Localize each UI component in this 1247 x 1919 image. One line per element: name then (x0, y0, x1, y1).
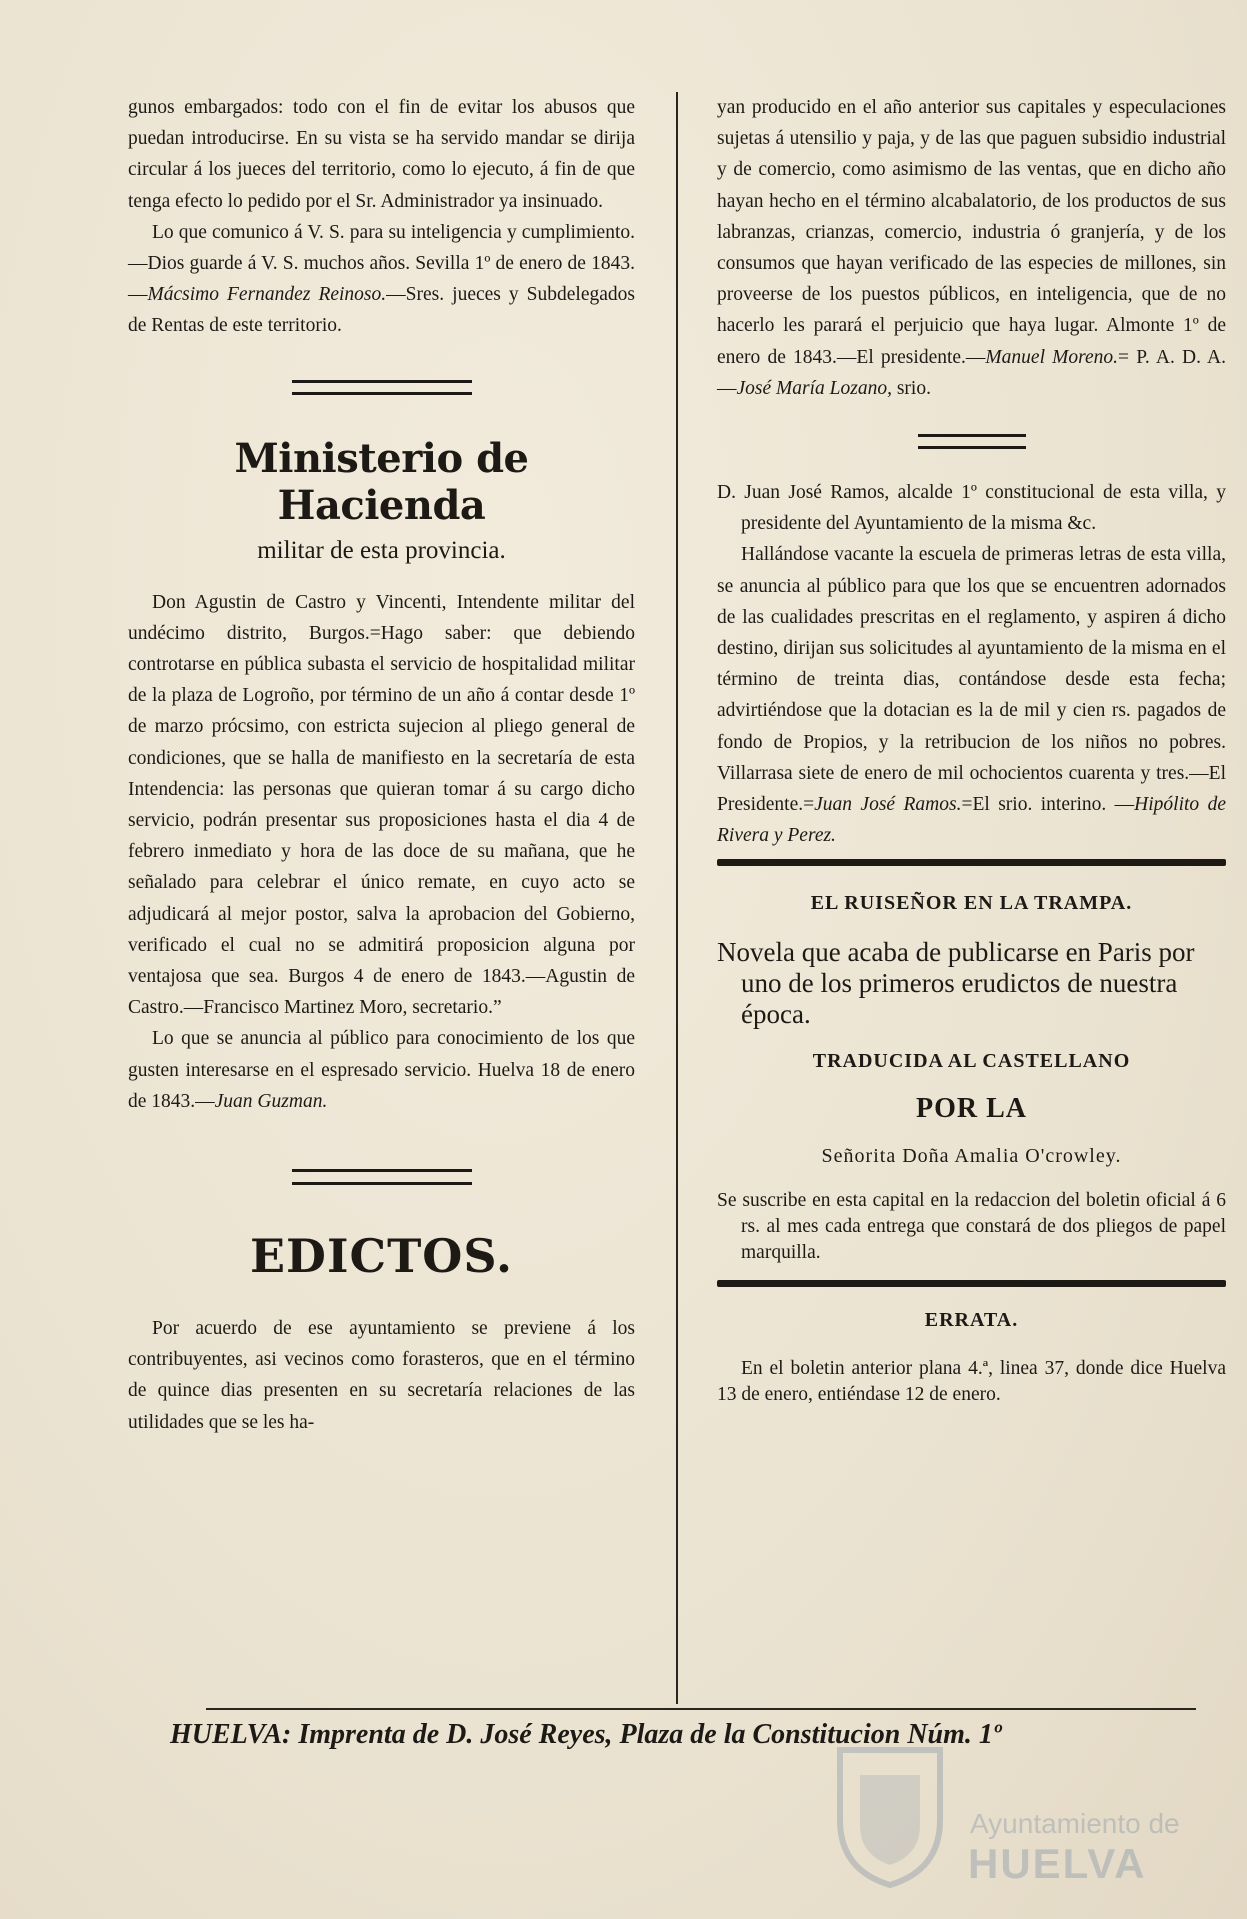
ayuntamiento-watermark (830, 1740, 1190, 1890)
left-paragraph-4-text: Lo que se anuncia al público para conocimiento de los que gusten interesarse en el espresado servicio. Huelva 18 de enero de 1843.— (128, 1028, 635, 1112)
watermark-line-1: Ayuntamiento de (970, 1808, 1180, 1839)
shield-icon (830, 1740, 950, 1890)
right-paragraph-2-heading: D. Juan José Ramos, alcalde 1º constitucional de esta villa, y presidente del Ayuntamiento de la misma &c. (717, 482, 1226, 535)
left-paragraph-4-signer: Juan Guzman. (214, 1090, 328, 1112)
column-rule (676, 92, 678, 1704)
right-paragraph-1-signer-1: Manuel Moreno. (985, 346, 1119, 368)
right-paragraph-1-tail: srio. (891, 377, 931, 399)
left-column (128, 92, 635, 1438)
section-divider (918, 434, 1026, 449)
right-paragraph-1-mid: = P. A. D. A.— (717, 346, 1226, 399)
senorita-line: Señorita Doña Amalia O'crowley. (821, 1145, 1122, 1168)
imprint-footer: HUELVA: Imprenta de D. José Reyes, Plaza de la Constitucion Núm. 1º (170, 1719, 1002, 1750)
right-paragraph-1-text: yan producido en el año anterior sus capitales y especulaciones sujetas á utensilio y paja, y de las que paguen subsidio industrial y de comercio, como asimismo de las ventas, que en dicho año hayan hecho en el término alcabalatorio, de los productos de sus labranzas, crianzas, comercio, industria ó granjería, y de los consumos que hayan verificado de las especies de millones, sin proveerse de los puestos públicos, en inteligencia, que de no hacerlo les parará el perjuicio que haya lugar. Almonte 1º de enero de 1843.—El presidente.— (717, 97, 1226, 368)
right-paragraph-1-signer-2: José María Lozano, (736, 377, 892, 399)
bottom-rule (206, 1708, 1196, 1710)
section-thick-rule (717, 859, 1226, 866)
right-paragraph-1 (717, 92, 1226, 404)
section-thick-rule (717, 1280, 1226, 1287)
left-paragraph-1: gunos embargados: todo con el fin de evitar los abusos que puedan introducirse. En su vista se ha servido mandar se dirija circular á los jueces del territorio, como lo ejecuto, á fin de que tenga efecto lo pedido por el Sr. Administrador ya insinuado. (128, 97, 635, 212)
right-paragraph-2-signer-1: Juan José Ramos. (814, 794, 962, 816)
left-paragraph-2-tail: —Sres. jueces y Subdelegados de Rentas de este territorio. (128, 284, 635, 337)
errata-title: ERRATA. (924, 1309, 1019, 1332)
errata-paragraph: En el boletin anterior plana 4.ª, linea 37, donde dice Huelva 13 de enero, entiéndase 12 de enero. (717, 1358, 1226, 1406)
right-paragraph-2-text: Hallándose vacante la escuela de primeras letras de esta villa, se anuncia al público para que los que se encuentren adornados de las cualidades prescritas en el reglamento, y aspiren á dicho destino, dirijan sus solicitudes al ayuntamiento de la misma en el término de treinta dias, contándose desde esta fecha; advirtiéndose que la dotacian es la de mil y cien rs. pagados de fondo de Propios, y la retribucion de los niños no pobres. Villarrasa siete de enero de mil ochocientos cuarenta y tres.—El Presidente.= (717, 544, 1226, 816)
traducida-line: TRADUCIDA AL CASTELLANO (812, 1050, 1131, 1073)
left-paragraph-2-text: Lo que comunico á V. S. para su inteligencia y cumplimiento.—Dios guarde á V. S. muchos años. Sevilla 1º de enero de 1843.— (128, 221, 635, 306)
suscribe-paragraph: Se suscribe en esta capital en la redaccion del boletin oficial á 6 rs. al mes cada entrega que constará de dos pliegos de papel marquilla. (717, 1190, 1226, 1264)
ministerio-subheading: militar de esta provincia. (257, 536, 506, 564)
left-paragraph-2-signer: Mácsimo Fernandez Reinoso. (147, 284, 387, 306)
left-paragraph-3: Don Agustin de Castro y Vincenti, Intendente militar del undécimo distrito, Burgos.=Hago saber: que debiendo controtarse en pública subasta el servicio de hospitalidad militar de la plaza de Logroño, por término de un año á contar desde 1º de marzo prócsimo, con estricta sujecion al pliego general de condiciones, que se halla de manifiesto en la secretaría de esta Intendencia: las personas que quieran tomar á su cargo dicho servicio, podrán presentar sus proposiciones hasta el dia 4 de febrero inmediato y hora de las doce de su mañana, que he señalado para celebrar el único remate, en cuyo acto se adjudicará al mejor postor, salva la aprobacion del Gobierno, verificado el cual no se admitirá proposicion alguna por ventajosa que sea. Burgos 4 de enero de 1843.—Agustin de Castro.—Francisco Martinez Moro, secretario.” (128, 591, 635, 1019)
edictos-heading: EDICTOS. (250, 1229, 513, 1284)
left-paragraph-5: Por acuerdo de ese ayuntamiento se previene á los contribuyentes, asi vecinos como forasteros, que en el término de quince dias presenten en su secretaría relaciones de las utilidades que se les ha- (128, 1318, 635, 1433)
right-paragraph-2-signer-2: Hipólito de Rivera y Perez. (717, 794, 1226, 847)
section-divider (292, 1169, 472, 1185)
novela-announcement: Novela que acaba de publicarse en Paris por uno de los primeros erudictos de nuestra época. (717, 937, 1195, 1030)
ruisenor-title: EL RUISEÑOR EN LA TRAMPA. (810, 892, 1133, 915)
right-paragraph-2-mid: =El srio. interino. — (961, 794, 1135, 816)
por-la-line: POR LA (916, 1093, 1027, 1125)
left-paragraph-2 (128, 217, 635, 342)
watermark-line-2: HUELVA (968, 1840, 1147, 1887)
left-paragraph-4 (128, 1023, 635, 1117)
right-paragraph-2 (717, 539, 1226, 851)
right-column (717, 92, 1226, 1408)
section-divider (292, 380, 472, 395)
ministerio-heading: Ministerio de Hacienda (234, 434, 529, 529)
